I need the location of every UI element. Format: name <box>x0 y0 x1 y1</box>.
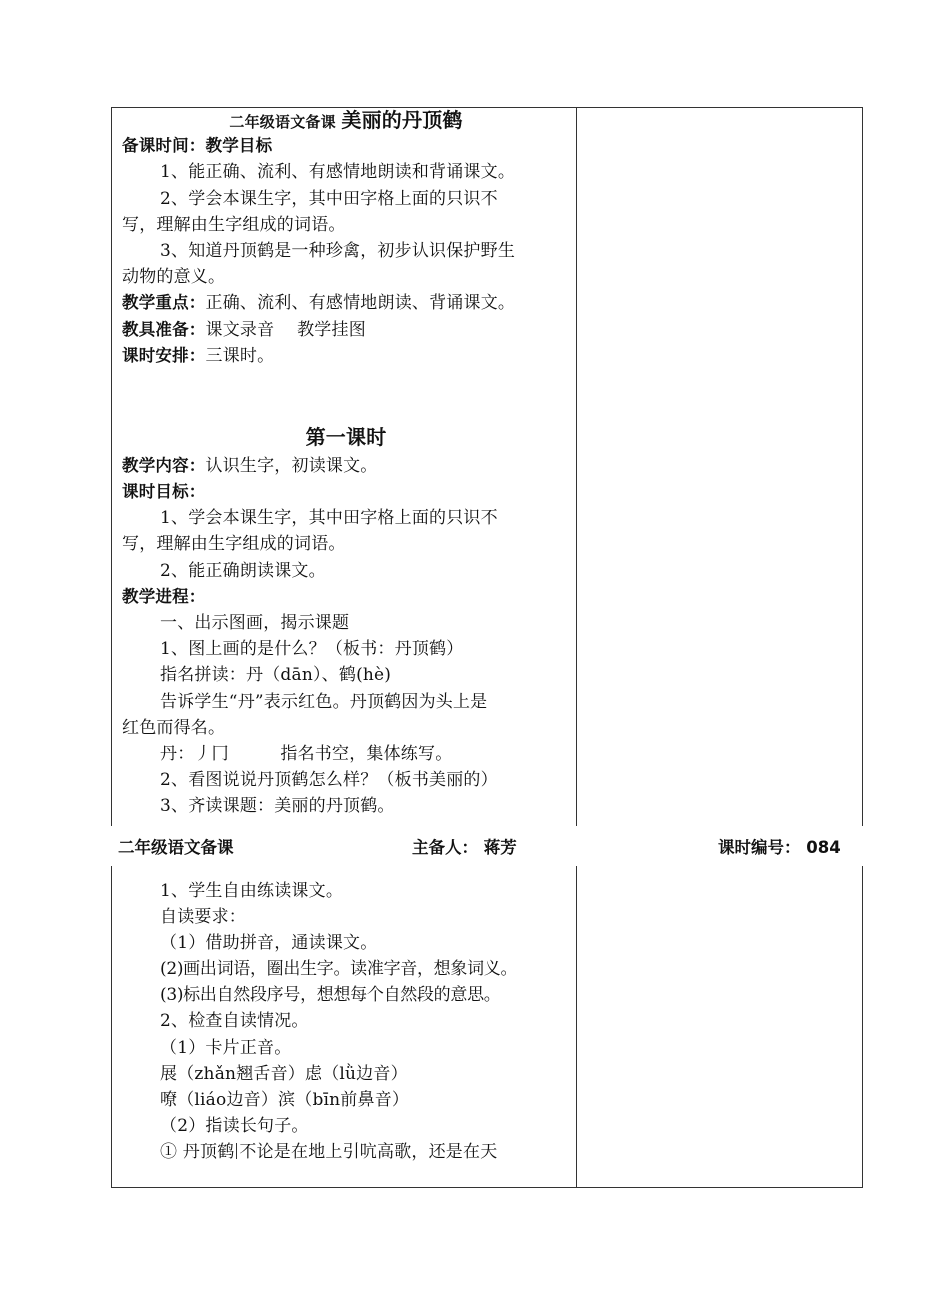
pause-mark <box>236 1143 237 1159</box>
process-line: 3、齐读课题：美丽的丹顶鹤。 <box>160 796 395 817</box>
table-column-divider <box>576 107 577 1188</box>
goal-line: 写，理解由生字组成的词语。 <box>122 214 346 235</box>
schedule-line: 课时安排：三课时。 <box>122 345 275 366</box>
process-line: 红色而得名。 <box>122 717 226 738</box>
process-line: （1）借助拼音，通读课文。 <box>160 932 378 953</box>
process-line: 丹：丿冂 指名书空，集体练写。 <box>160 743 453 764</box>
goal-line: 动物的意义。 <box>122 267 226 288</box>
goal-line: 1、能正确、流利、有感情地朗读和背诵课文。 <box>160 162 516 183</box>
content-line: 教学内容：认识生字，初读课文。 <box>122 455 378 476</box>
header-subject: 二年级语文备课 <box>118 838 234 857</box>
goal-line: 2、学会本课生字，其中田字格上面的只识不 <box>160 188 498 209</box>
process-line: 告诉学生“丹”表示红色。丹顶鹤因为头上是 <box>160 691 488 712</box>
goal-line: 3、知道丹顶鹤是一种珍禽，初步认识保护野生 <box>160 240 516 261</box>
process-line: 自读要求： <box>160 906 246 927</box>
process-line: 2、检查自读情况。 <box>160 1011 309 1032</box>
lesson-goals-label: 课时目标： <box>122 482 206 502</box>
lesson-goal-line: 1、学会本课生字，其中田字格上面的只识不 <box>160 508 498 529</box>
process-line: (2)画出词语，圈出生字。读准字音，想象词义。 <box>160 959 518 980</box>
lesson-plan-column <box>122 107 570 1186</box>
key-point-line: 教学重点：正确、流利、有感情地朗读、背诵课文。 <box>122 293 516 314</box>
process-line: 1、学生自由练读课文。 <box>160 880 344 901</box>
process-line: 展（zhǎn翘舌音）虑（lǜ边音） <box>160 1063 408 1084</box>
process-line: 指名拼读：丹（dān）、鹤(hè) <box>160 665 392 686</box>
document-title: 二年级语文备课 美丽的丹顶鹤 <box>229 108 463 132</box>
lesson-goal-line: 2、能正确朗读课文。 <box>160 560 326 581</box>
process-line: （1）卡片正音。 <box>160 1037 292 1058</box>
process-line: 一、出示图画，揭示课题 <box>160 613 350 633</box>
tools-line: 教具准备：课文录音 教学挂图 <box>122 319 366 340</box>
long-sentence-line: ① 丹顶鹤 不论是在地上引吭高歌，还是在天 <box>160 1142 498 1163</box>
process-label: 教学进程： <box>122 586 206 606</box>
page-header-band <box>108 826 868 866</box>
header-preparer: 主备人： 蒋芳 <box>412 838 517 857</box>
process-line: （2）指读长句子。 <box>160 1116 309 1137</box>
process-line: 1、图上画的是什么？（板书：丹顶鹤） <box>160 639 464 660</box>
process-line: 2、看图说说丹顶鹤怎么样？（板书美丽的） <box>160 770 498 791</box>
process-line: 嘹（liáo边音）滨（bīn前鼻音） <box>160 1090 410 1110</box>
lesson-goal-line: 写，理解由生字组成的词语。 <box>122 534 346 555</box>
prep-time-line: 备课时间：教学目标 <box>122 136 273 156</box>
header-lesson-number: 课时编号： 084 <box>718 838 841 857</box>
process-line: (3)标出自然段序号，想想每个自然段的意思。 <box>160 985 501 1006</box>
lesson-title: 第一课时 <box>305 424 387 449</box>
